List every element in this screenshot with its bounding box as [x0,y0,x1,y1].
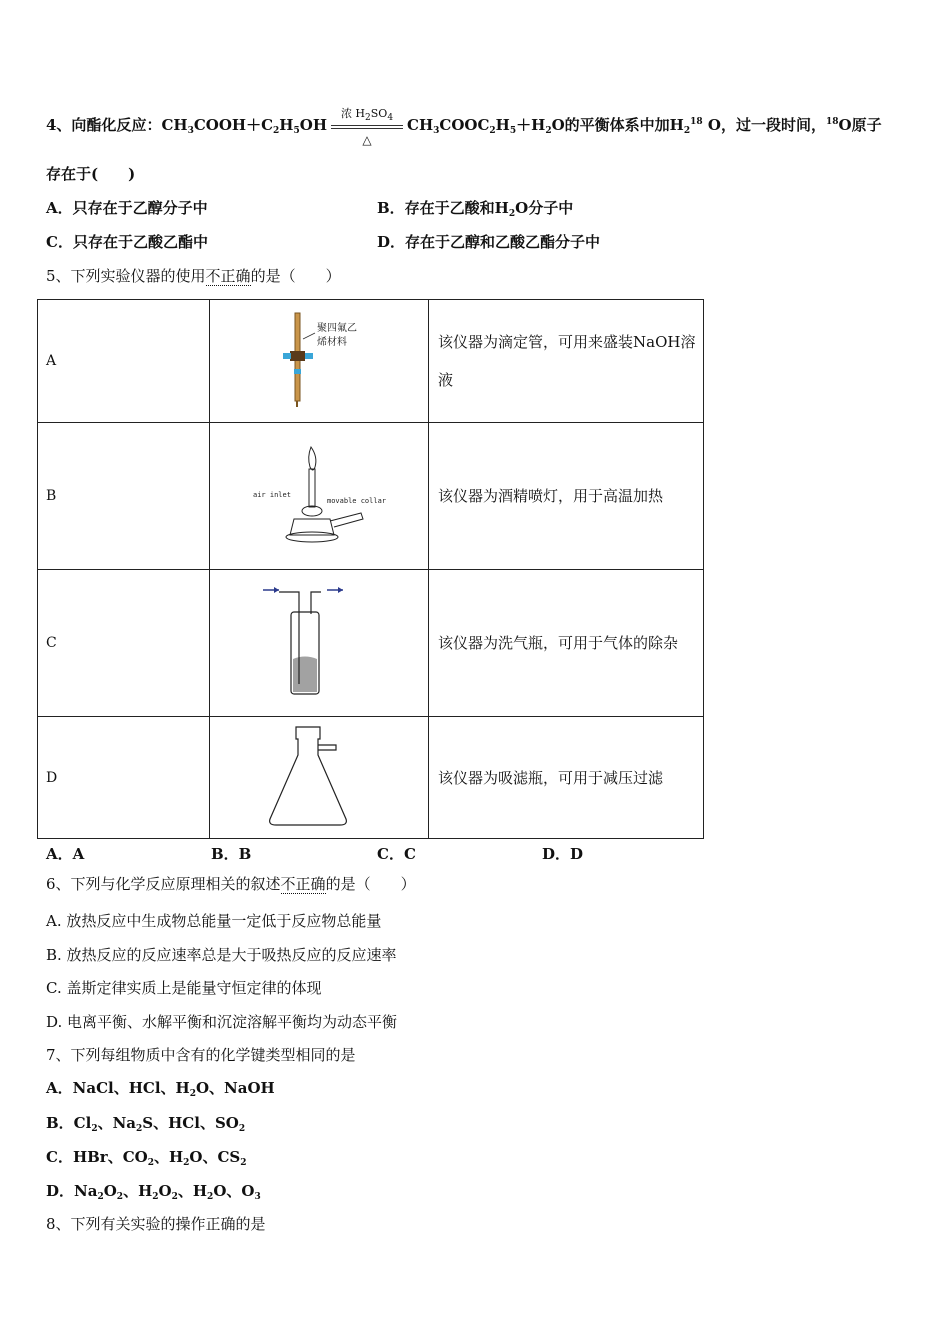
table-row [38,423,704,570]
q5-emphasis: 不正确 [205,267,251,285]
q4-option-d: D．存在于乙醇和乙酸乙酯分子中 [377,233,601,251]
row-description: 该仪器为酒精喷灯，用于高温加热 [429,423,704,570]
reaction-arrow-icon: 浓 $H_2SO_4$ △ [329,116,405,136]
q4-option-b: B．存在于乙酸和$H_2O$分子中 [377,199,574,219]
filter-flask-image [210,717,429,839]
q5-answer-d: D．D [542,845,584,863]
q6-option-a: A. 放热反应中生成物总能量一定低于反应物总能量 [46,912,382,930]
svg-text:烯材料: 烯材料 [317,337,347,348]
row-description: 该仪器为吸滤瓶，可用于减压过滤 [429,717,704,839]
movable-collar-caption: movable collar [327,497,387,505]
alcohol-burner-image [210,423,429,570]
table-row [38,300,704,423]
burette-image [210,300,429,423]
q8-stem: 8、下列有关实验的操作正确的是 [46,1215,266,1233]
row-label: B [38,423,210,570]
q4-option-a: A．只存在于乙醇分子中 [46,199,208,217]
q7-stem: 7、下列每组物质中含有的化学键类型相同的是 [46,1046,356,1064]
q4-option-c: C．只存在于乙酸乙酯中 [46,233,208,251]
q5-answer-b: B．B [211,845,252,863]
q4-products: $CH_3COOC_2H_5+H_2O$ [407,116,565,136]
q5-answer-c: C．C [377,845,416,863]
q6-option-d: D. 电离平衡、水解平衡和沉淀溶解平衡均为动态平衡 [46,1013,398,1031]
q4-line1: 4、向酯化反应：$CH_3COOH+C_2H_5OH$ 浓 $H_2SO_4$ △ $CH_3COOC_2H_5+H_2O$的平衡体系中加$H_2^{18}$ O，过一段时间，$^{18}$O原子 [46,107,882,147]
q4-line2: 存在于( ) [46,165,136,183]
q5-stem: 5、下列实验仪器的使用不正确的是（ ） [46,267,341,285]
row-label: A [38,300,210,423]
row-label: C [38,570,210,717]
table-row [38,717,704,839]
row-label: D [38,717,210,839]
q7-option-a: A．NaCl、HCl、$H_2O$、NaOH [46,1079,275,1099]
q4-suffix: 的平衡体系中加 [564,116,670,134]
table-row [38,570,704,717]
q7-option-d: D．$Na_2O_2$、$H_2O_2$、$H_2O$、$O_3$ [46,1182,261,1202]
q6-option-b: B. 放热反应的反应速率总是大于吸热反应的反应速率 [46,946,397,964]
q4-prefix: 4、向酯化反应： [46,116,162,134]
q6-stem: 6、下列与化学反应原理相关的叙述不正确的是（ ） [46,875,416,893]
row-description: 该仪器为滴定管，可用来盛装NaOH溶液 [429,300,704,423]
burette-caption: 聚四氟乙 [317,323,357,334]
row-description: 该仪器为洗气瓶，可用于气体的除杂 [429,570,704,717]
q6-option-c: C. 盖斯定律实质上是能量守恒定律的体现 [46,979,322,997]
gas-washing-bottle-image [210,570,429,717]
q5-answer-a: A．A [46,845,85,863]
q4-reactants: $CH_3COOH+C_2H_5OH$ [161,116,327,136]
q5-table [37,299,704,839]
q7-option-b: B．$Cl_2$、$Na_2S$、HCl、$SO_2$ [46,1114,246,1134]
q6-emphasis: 不正确 [280,875,326,893]
q7-option-c: C．HBr、$CO_2$、$H_2O$、$CS_2$ [46,1148,247,1168]
air-inlet-caption: air inlet [253,491,291,499]
